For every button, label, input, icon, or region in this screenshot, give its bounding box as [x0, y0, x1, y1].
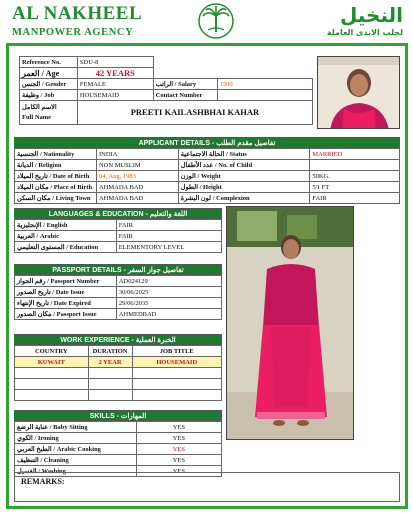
skill-row	[15, 455, 222, 466]
contact-value	[217, 90, 312, 101]
applicant-field-label: تاريخ الميلاد / Date of Birth	[15, 171, 97, 182]
agency-title: AL NAKHEEL	[12, 3, 143, 24]
applicant-field-label: مكان الميلاد / Place of Birth	[15, 182, 97, 193]
applicant-field-value: MARRIED	[310, 149, 400, 160]
passport-value: 30/06/2025	[116, 287, 221, 298]
applicant-field-value: FAIR	[310, 193, 400, 204]
applicant-row	[15, 182, 400, 193]
applicant-field-label: الجنسية / Nationality	[15, 149, 97, 160]
language-row	[15, 242, 222, 253]
agency-title-ar: النخيل	[340, 3, 403, 27]
skill-value: YES	[136, 422, 221, 433]
skill-label: الغسيل / Washing	[15, 466, 137, 477]
job-label: وظيفة / Job	[20, 90, 78, 101]
work-cell	[132, 390, 222, 401]
applicant-field-label: لون البشرة / Complexion	[178, 193, 310, 204]
passport-value: 29/06/2035	[116, 298, 221, 309]
full-name-value: PREETI KAILASHBHAI KAHAR	[77, 101, 312, 125]
applicant-field-label: الحالة الاجتماعية / Status	[178, 149, 310, 160]
language-row	[15, 231, 222, 242]
name-label-ar: الاسم الكامل	[22, 103, 57, 111]
work-row	[15, 390, 222, 401]
gender-label: الجنس / Gender	[20, 79, 78, 90]
applicant-photo-small	[317, 56, 400, 129]
agency-subtitle-ar: لجلب الايدى العاملة	[326, 28, 403, 37]
work-cell	[132, 379, 222, 390]
work-cell	[15, 390, 89, 401]
passport-header: PASSPORT DETAILS - تفاصيل جواز السفر	[14, 264, 222, 275]
work-cell: HOUSEMAID	[132, 357, 222, 368]
languages-table	[14, 219, 222, 253]
work-row	[15, 368, 222, 379]
contact-label: Contact Number	[153, 90, 217, 101]
remarks-label: REMARKS:	[21, 477, 65, 486]
name-label-en: Full Name	[22, 113, 52, 121]
language-value: FAIR	[116, 220, 221, 231]
skill-row	[15, 422, 222, 433]
skill-label: عناية الرضع / Baby Sitting	[15, 422, 137, 433]
passport-label: تاريخ الإنتهاء / Date Expired	[15, 298, 117, 309]
skill-label: الطبخ العربي / Arabic Cooking	[15, 444, 137, 455]
work-column-header: DURATION	[88, 346, 132, 357]
work-row	[15, 379, 222, 390]
work-cell: KUWAIT	[15, 357, 89, 368]
work-header-row	[15, 346, 222, 357]
ref-value: SDU-8	[77, 57, 153, 68]
applicant-field-value: AHMADA BAD	[96, 182, 178, 193]
passport-label: تاريخ الصدور / Date Issue	[15, 287, 117, 298]
applicant-field-value: INDIA	[96, 149, 178, 160]
ref-label: Reference No.	[20, 57, 78, 68]
job-value: HOUSEMAID	[77, 90, 153, 101]
language-label: العربية / Arabic	[15, 231, 117, 242]
passport-value: AHMEDBAD	[116, 309, 221, 320]
passport-value: AD024129	[116, 276, 221, 287]
language-label: الإنجليزية / English	[15, 220, 117, 231]
remarks-box	[14, 472, 400, 502]
passport-label: رقم الجواز / Passport Number	[15, 276, 117, 287]
work-cell	[15, 368, 89, 379]
agency-name-ar	[327, 3, 403, 38]
skill-row	[15, 433, 222, 444]
applicant-field-label: الديانة / Religion	[15, 160, 97, 171]
work-experience-table	[14, 345, 222, 401]
skill-row	[15, 444, 222, 455]
work-column-header: JOB TITLE	[132, 346, 222, 357]
passport-row	[15, 276, 222, 287]
passport-row	[15, 287, 222, 298]
applicant-field-value: NON MUSLIM	[96, 160, 178, 171]
salary-value: 1500	[217, 79, 312, 90]
skill-value: YES	[136, 466, 221, 477]
work-cell	[88, 368, 132, 379]
applicant-row	[15, 171, 400, 182]
work-cell	[88, 379, 132, 390]
skill-value: YES	[136, 455, 221, 466]
applicant-row	[15, 160, 400, 171]
skill-value: YES	[136, 444, 221, 455]
age-label: العمر / Age	[20, 68, 78, 79]
applicant-field-value: 50KG.	[310, 171, 400, 182]
language-value: ELEMENTORY LEVEL	[116, 242, 221, 253]
skills-header: SKILLS - المهارات	[14, 410, 222, 421]
applicant-details-header: APPLICANT DETAILS - تفاصيل مقدم الطلب	[14, 137, 400, 148]
applicant-field-value	[310, 160, 400, 171]
applicant-portrait-icon	[318, 57, 400, 129]
applicant-fullbody-icon	[227, 207, 354, 440]
applicant-field-label: الطول / Height	[178, 182, 310, 193]
languages-header: LANGUAGES & EDUCATION - اللغة والتعليم	[14, 208, 222, 219]
skill-label: التنظيف / Cleaning	[15, 455, 137, 466]
work-cell	[132, 368, 222, 379]
passport-row	[15, 309, 222, 320]
applicant-details-table	[14, 148, 400, 204]
agency-logo-icon	[196, 2, 236, 40]
applicant-field-value: 5'1 FT	[310, 182, 400, 193]
work-cell: 2 YEAR	[88, 357, 132, 368]
work-experience-header: WORK EXPERIENCE - الخبرة العملية	[14, 334, 222, 345]
personal-info-table	[19, 56, 313, 125]
work-cell	[88, 390, 132, 401]
age-value: 42 YEARS	[77, 68, 153, 79]
agency-subtitle: MANPOWER AGENCY	[12, 27, 134, 38]
passport-row	[15, 298, 222, 309]
applicant-field-label: الوزن / Weight	[178, 171, 310, 182]
work-row	[15, 357, 222, 368]
salary-label: الراتب / Salary	[153, 79, 217, 90]
skills-table	[14, 421, 222, 477]
language-value: FAIR	[116, 231, 221, 242]
passport-table	[14, 275, 222, 320]
agency-name-en	[12, 4, 142, 39]
work-cell	[15, 379, 89, 390]
applicant-field-value: AHMADA BAD	[96, 193, 178, 204]
work-column-header: COUNTRY	[15, 346, 89, 357]
language-label: المستوى التعليمي / Education	[15, 242, 117, 253]
applicant-field-label: مكان السكن / Living Town	[15, 193, 97, 204]
applicant-photo-full	[226, 206, 354, 440]
skill-label: الكوي / Ironing	[15, 433, 137, 444]
applicant-row	[15, 149, 400, 160]
language-row	[15, 220, 222, 231]
applicant-field-value: 04, Aug, 1983	[96, 171, 178, 182]
name-label	[20, 101, 78, 125]
applicant-field-label: عدد الأطفال / No. of Child	[178, 160, 310, 171]
passport-label: مكان الصدور / Passport Issue	[15, 309, 117, 320]
applicant-row	[15, 193, 400, 204]
gender-value: FEMALE	[77, 79, 153, 90]
skill-value: YES	[136, 433, 221, 444]
